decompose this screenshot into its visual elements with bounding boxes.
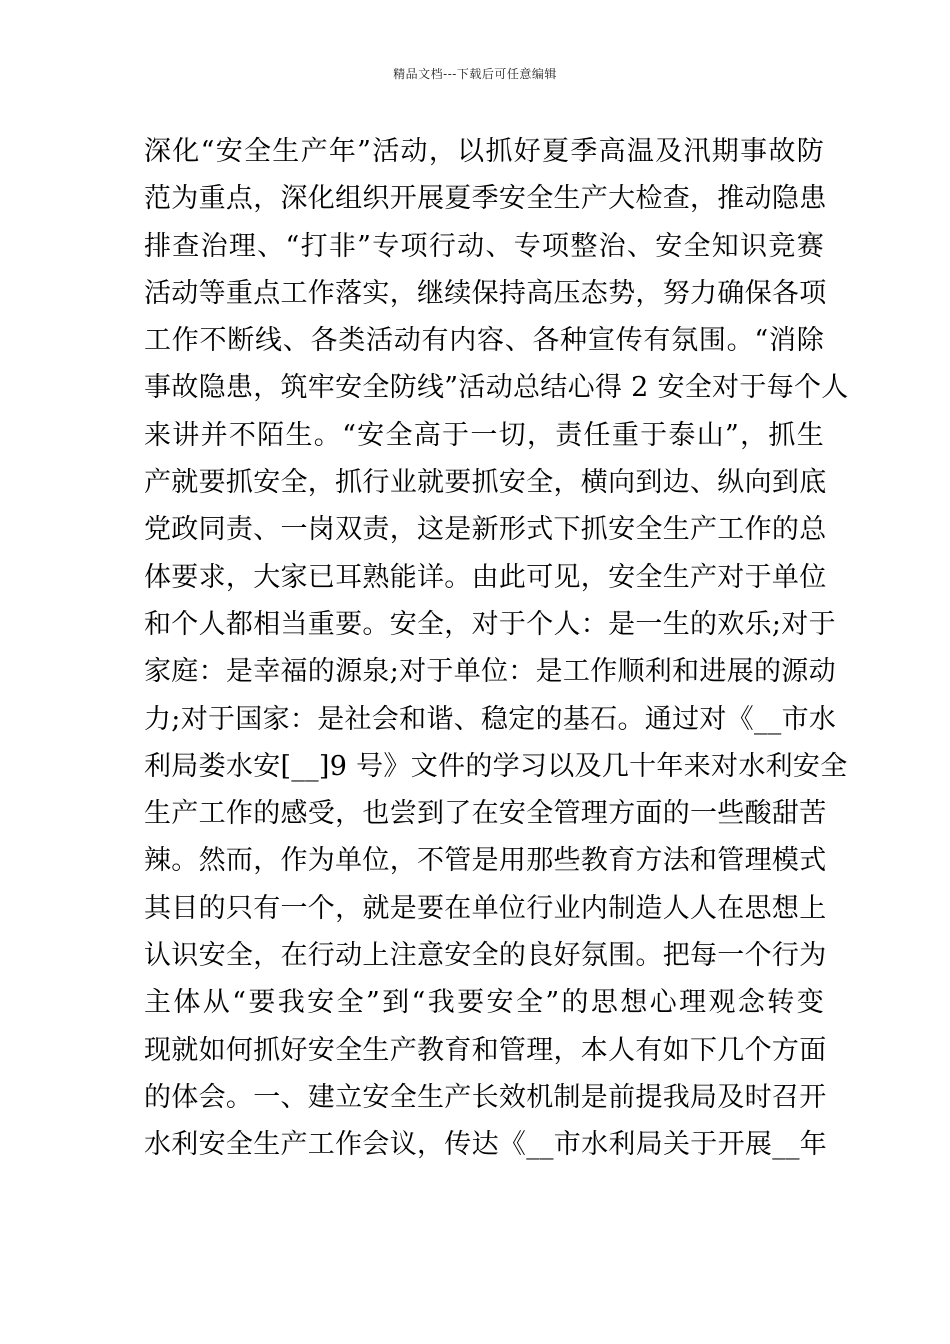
text-line: 的体会。一、建立安全生产长效机制是前提我局及时召开 — [144, 1081, 827, 1113]
text-line: 范为重点，深化组织开展夏季安全生产大检查，推动隐患 — [144, 183, 827, 215]
text-line: 生产工作的感受，也尝到了在安全管理方面的一些酸甜苦 — [144, 798, 827, 830]
text-line: 来讲并不陌生。“安全高于一切，责任重于泰山”，抓生 — [144, 419, 824, 451]
text-line: 辣。然而，作为单位，不管是用那些教育方法和管理模式 — [144, 845, 827, 877]
body-text — [144, 128, 849, 1169]
text-line: 现就如何抓好安全生产教育和管理，本人有如下几个方面 — [144, 1034, 827, 1066]
text-line: 和个人都相当重要。安全，对于个人：是一生的欢乐;对于 — [144, 608, 836, 640]
text-line: 工作不断线、各类活动有内容、各种宣传有氛围。“消除 — [144, 325, 824, 357]
text-line: 家庭：是幸福的源泉;对于单位：是工作顺利和进展的源动 — [144, 656, 836, 688]
text-line: 利局娄水安[__]9 号》文件的学习以及几十年来对水利安全 — [144, 750, 848, 782]
text-line: 产就要抓安全，抓行业就要抓安全，横向到边、纵向到底 — [144, 467, 827, 499]
text-line: 党政同责、一岗双责，这是新形式下抓安全生产工作的总 — [144, 514, 827, 546]
text-line: 活动等重点工作落实，继续保持高压态势，努力确保各项 — [144, 277, 827, 309]
text-line: 事故隐患，筑牢安全防线”活动总结心得 2 安全对于每个人 — [144, 372, 849, 404]
text-line: 体要求，大家已耳熟能详。由此可见，安全生产对于单位 — [144, 561, 827, 593]
text-line: 排查治理、“打非”专项行动、专项整治、安全知识竞赛 — [144, 230, 824, 262]
text-line: 其目的只有一个，就是要在单位行业内制造人人在思想上 — [144, 892, 827, 924]
text-line: 认识安全，在行动上注意安全的良好氛围。把每一个行为 — [144, 940, 827, 972]
text-line: 主体从“要我安全”到“我要安全”的思想心理观念转变 — [144, 987, 824, 1019]
text-line: 力;对于国家：是社会和谐、稳定的基石。通过对《__市水 — [144, 703, 837, 735]
page-header: 精品文档---下载后可任意编辑 — [393, 67, 557, 81]
text-line: 深化“安全生产年”活动，以抓好夏季高温及汛期事故防 — [144, 136, 824, 167]
text-line: 水利安全生产工作会议，传达《__市水利局关于开展__年 — [144, 1129, 828, 1161]
